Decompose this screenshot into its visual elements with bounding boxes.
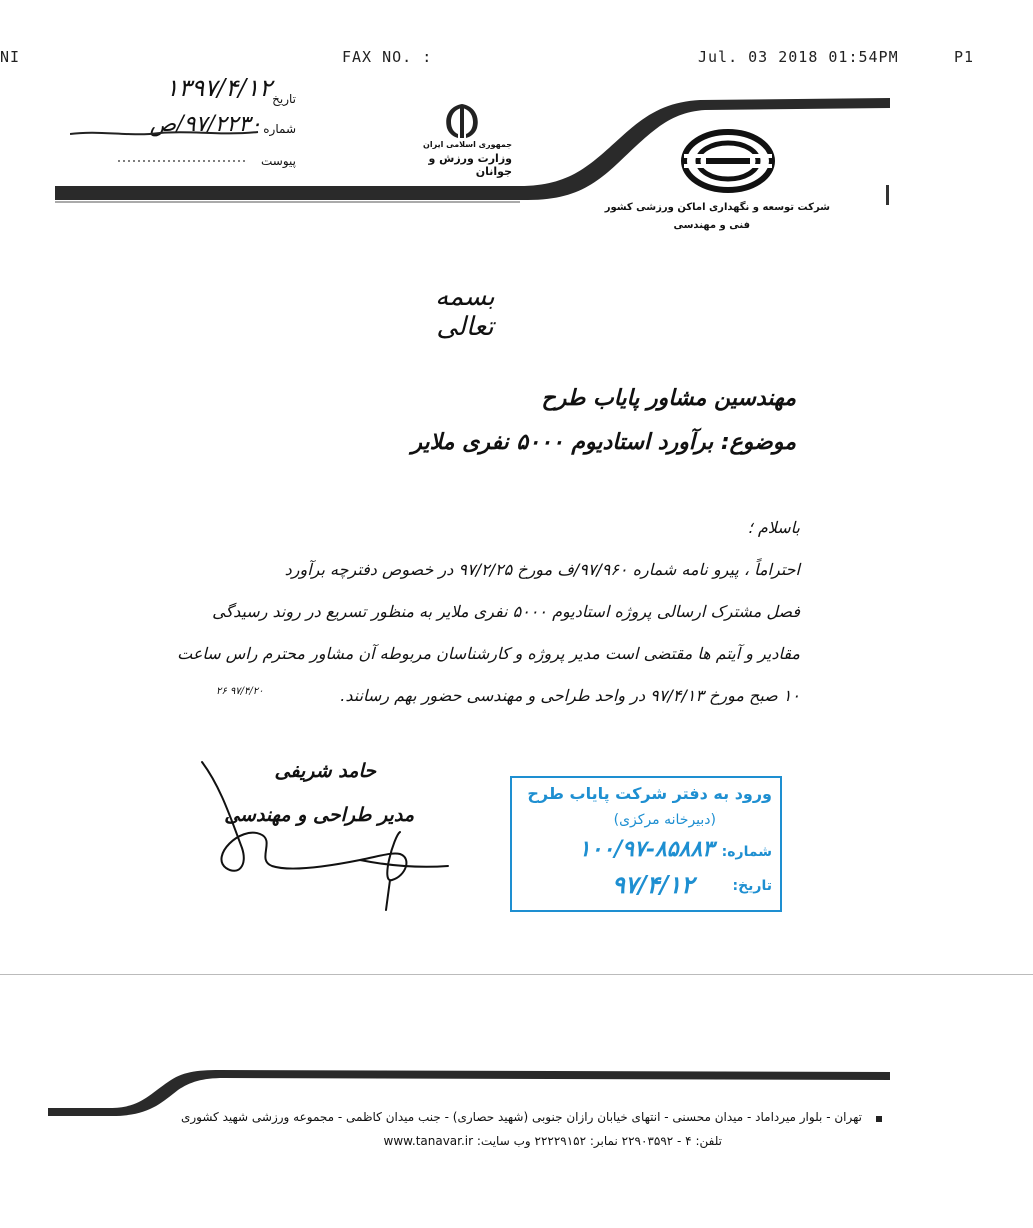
attachment-label: پیوست <box>261 154 296 168</box>
iran-emblem-icon <box>436 100 488 140</box>
page-separator <box>0 974 1033 975</box>
ministry-name: وزارت ورزش و جوانان <box>428 152 512 178</box>
footer-contact: تلفن: ۴ - ۲۲۹۰۳۵۹۲ نمابر: ۲۲۲۲۹۱۵۲ وب سایت: www.tanavar.ir <box>383 1134 722 1148</box>
letter-date-value: ۱۳۹۷/۴/۱۲ <box>165 74 272 102</box>
signer-title: مدیر طراحی و مهندسی <box>224 804 414 826</box>
fax-datetime: Jul. 03 2018 01:54PM <box>698 48 899 66</box>
emblem-country-text: جمهوری اسلامی ایران <box>423 140 512 149</box>
number-label: شماره <box>263 122 296 136</box>
stamp-number-label: شماره: <box>721 844 772 860</box>
subject: موضوع: برآورد استادیوم ۵۰۰۰ نفری ملایر <box>411 430 796 455</box>
body-annotation: ۹۷/۴/۲۰ ۲۶ <box>216 686 264 697</box>
company-logo-icon <box>680 128 776 194</box>
company-name: شرکت توسعه و نگهداری اماکن ورزشی کشور <box>604 202 830 213</box>
stamp-number-value: ۱۰۰/۹۷-۸۵۸۸۳ <box>578 836 714 862</box>
body-line-4: ۱۰ صبح مورخ ۹۷/۴/۱۳ در واحد طراحی و مهندسی حضور بهم رسانند. <box>340 686 800 705</box>
receipt-stamp <box>510 776 782 912</box>
body-line-3: مقادیر و آیتم ها مقتضی است مدیر پروژه و کارشناسان مربوطه آن مشاور محترم راس ساعت <box>177 644 800 663</box>
signer-name: حامد شریفی <box>274 760 376 782</box>
footer-bullet-icon <box>876 1116 882 1122</box>
invocation: بسمه تعالی <box>435 282 495 342</box>
body-line-2: فصل مشترک ارسالی پروژه استادیوم ۵۰۰۰ نفری ملایر به منظور تسریع در روند رسیدگی <box>212 602 800 621</box>
company-department: فنی و مهندسی <box>673 220 750 231</box>
handwritten-signature <box>180 756 450 916</box>
letter-number-value: ۹۷/۲۲۳۰/ص <box>149 112 262 137</box>
fax-page-number: P1 <box>954 48 975 66</box>
fax-number-label: FAX NO. : <box>342 48 433 66</box>
recipient: مهندسین مشاور پایاب طرح <box>541 386 796 411</box>
date-label: تاریخ <box>272 92 296 106</box>
stamp-date-label: تاریخ: <box>732 878 772 894</box>
stamp-title: ورود به دفتر شرکت پایاب طرح <box>527 784 772 803</box>
footer-address: تهران - بلوار میرداماد - میدان محسنی - انتهای خیابان رازان جنوبی (شهید حصاری) - جنب میدان کاظمی - مجموعه ورزشی شهید کشوری <box>180 1110 862 1124</box>
stamp-date-value: ۹۷/۴/۱۲ <box>612 870 694 899</box>
fax-header-fragment: NI <box>0 48 21 66</box>
attachment-dotted-line <box>118 158 248 164</box>
stamp-subtitle: (دبیرخانه مرکزی) <box>613 812 716 828</box>
body-line-1: احتراماً ، پیرو نامه شماره ۹۷/۹۶۰/ف مورخ ۹۷/۲/۲۵ در خصوص دفترچه برآورد <box>284 560 800 579</box>
greeting: باسلام ؛ <box>747 518 800 537</box>
number-underline <box>70 128 260 140</box>
